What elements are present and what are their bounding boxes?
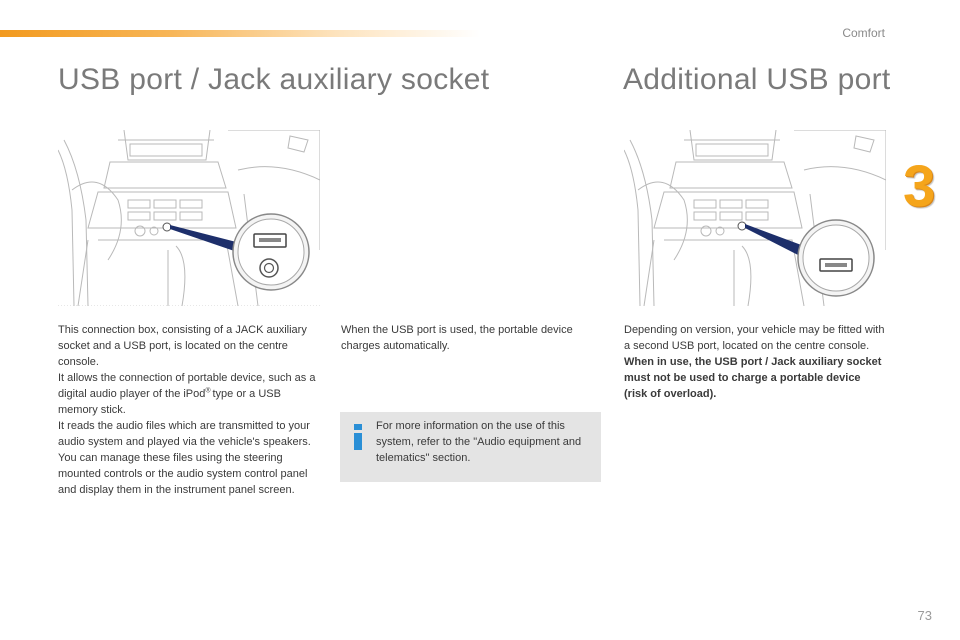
description-line-playback: It reads the audio files which are transmitted to your audio system and played via the vehicle's speakers. bbox=[58, 420, 311, 448]
additional-usb-text: Depending on version, your vehicle may be fitted with a second USB port, located on the centre console. bbox=[624, 324, 885, 352]
usb-jack-illustration bbox=[58, 130, 320, 306]
chapter-number: 3 bbox=[903, 154, 936, 219]
additional-usb-heading: Additional USB port bbox=[623, 63, 891, 96]
description-devices-text: It allows the connection of portable device, such as a digital audio player of the iPod bbox=[58, 372, 316, 400]
additional-usb-description bbox=[624, 322, 886, 402]
console-drawing-right bbox=[624, 130, 886, 306]
info-text: For more information on the use of this system, refer to the "Audio equipment and telematics" section. bbox=[376, 420, 582, 464]
info-icon bbox=[352, 424, 364, 450]
header-accent-bar bbox=[0, 30, 480, 37]
description-line-location: This connection box, consisting of a JACK auxiliary socket and a USB port, is located on the centre console. bbox=[58, 324, 307, 368]
usb-charging-note bbox=[341, 322, 603, 354]
description-line-controls: You can manage these files using the steering mounted controls or the audio system control panel and display them in the instrument panel screen. bbox=[58, 452, 308, 496]
info-box bbox=[340, 412, 601, 482]
charging-text: When the USB port is used, the portable device charges automatically. bbox=[341, 324, 573, 352]
page-number: 73 bbox=[917, 608, 932, 623]
usb-jack-description bbox=[58, 322, 320, 498]
registered-mark: ® bbox=[205, 387, 213, 395]
description-line-devices bbox=[58, 370, 320, 418]
additional-usb-illustration bbox=[624, 130, 886, 306]
usb-jack-heading: USB port / Jack auxiliary socket bbox=[58, 63, 490, 96]
section-label: Comfort bbox=[842, 26, 885, 40]
description-devices-text-end: type or a USB memory stick. bbox=[58, 388, 281, 416]
console-drawing-left bbox=[58, 130, 320, 306]
overload-warning: When in use, the USB port / Jack auxiliary socket must not be used to charge a portable device (risk of overload). bbox=[624, 356, 882, 400]
